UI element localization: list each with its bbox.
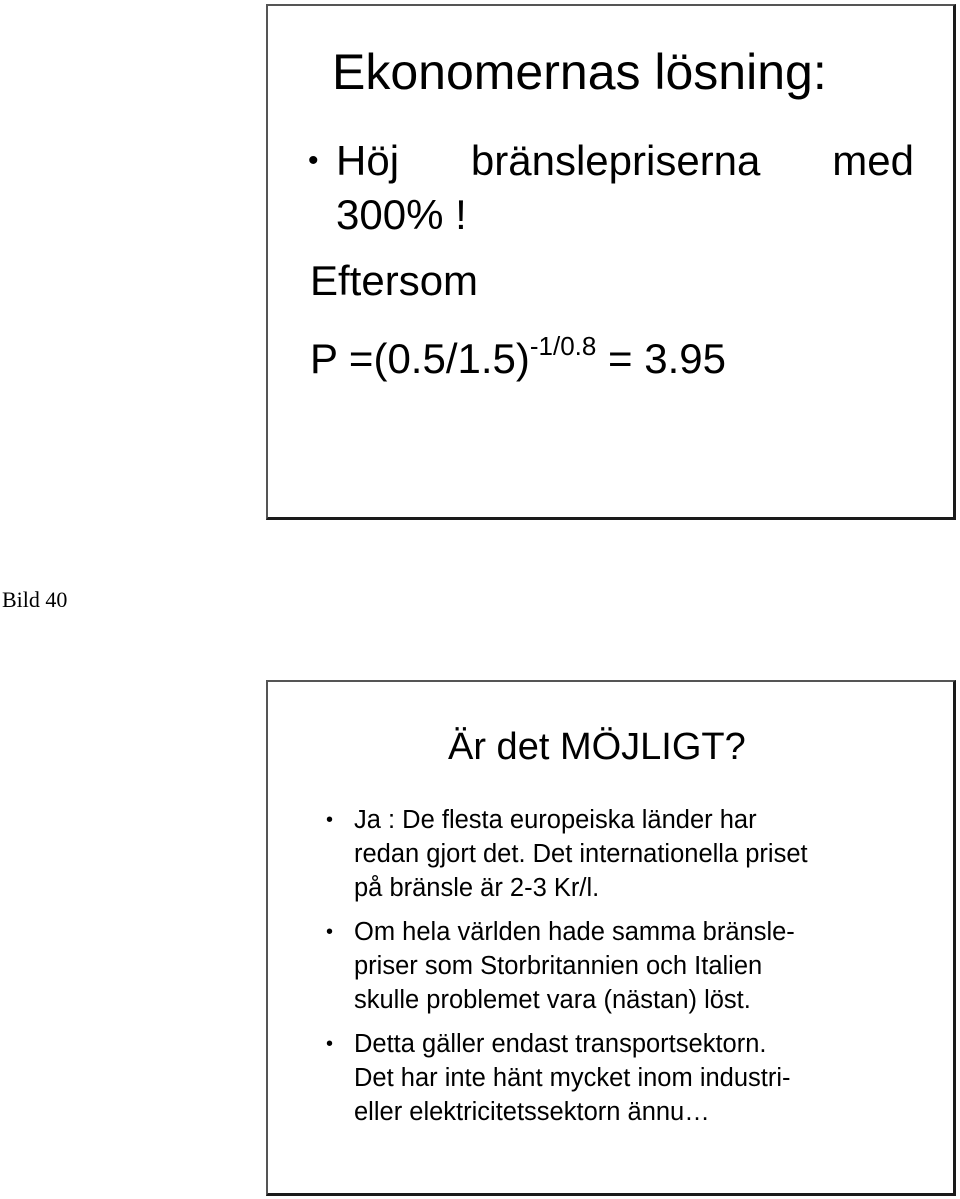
list-item-line: Det har inte hänt mycket inom industri- <box>354 1064 791 1092</box>
formula-base: P =(0.5/1.5) <box>310 335 530 382</box>
bullet-raise-fuel-prices <box>308 134 914 242</box>
list-item-line: eller elektricitetssektorn ännu… <box>354 1098 710 1126</box>
list-item-line: priser som Storbritannien och Italien <box>354 952 763 980</box>
list-item-line: Detta gäller endast transportsektorn. <box>354 1030 767 1058</box>
text-eftersom: Eftersom <box>310 257 479 304</box>
price-formula <box>310 332 726 386</box>
bullet-word: Höj <box>336 137 400 184</box>
list-item-line: Ja : De flesta europeiska länder har <box>354 806 757 834</box>
list-item-line: på bränsle är 2-3 Kr/l. <box>354 874 600 902</box>
bullet-dot: • <box>326 809 334 831</box>
slide-title: Ekonomernas lösning: <box>332 44 827 100</box>
list-item-line: skulle problemet vara (nästan) löst. <box>354 986 751 1014</box>
bullet-list <box>326 803 886 1139</box>
bullet-line <box>336 134 914 188</box>
bullet-dot: • <box>308 144 319 177</box>
slide-top <box>266 4 956 520</box>
bullet-word: med <box>832 137 914 184</box>
list-item-line: Om hela världen hade samma bränsle- <box>354 918 795 946</box>
list-item <box>326 915 886 1017</box>
list-item <box>326 803 886 905</box>
list-item-line: redan gjort det. Det internationella priset <box>354 840 808 868</box>
bullet-line: 300% ! <box>336 191 467 238</box>
formula-exponent: -1/0.8 <box>529 331 597 361</box>
bullet-dot: • <box>326 921 334 943</box>
formula-result: = 3.95 <box>596 335 726 382</box>
slide-number-label: Bild 40 <box>2 587 68 612</box>
list-item <box>326 1027 886 1129</box>
slide-title: Är det MÖJLIGT? <box>448 726 746 768</box>
bullet-word: bränslepriserna <box>470 137 761 184</box>
slide-bottom <box>266 680 956 1196</box>
bullet-dot: • <box>326 1033 334 1055</box>
